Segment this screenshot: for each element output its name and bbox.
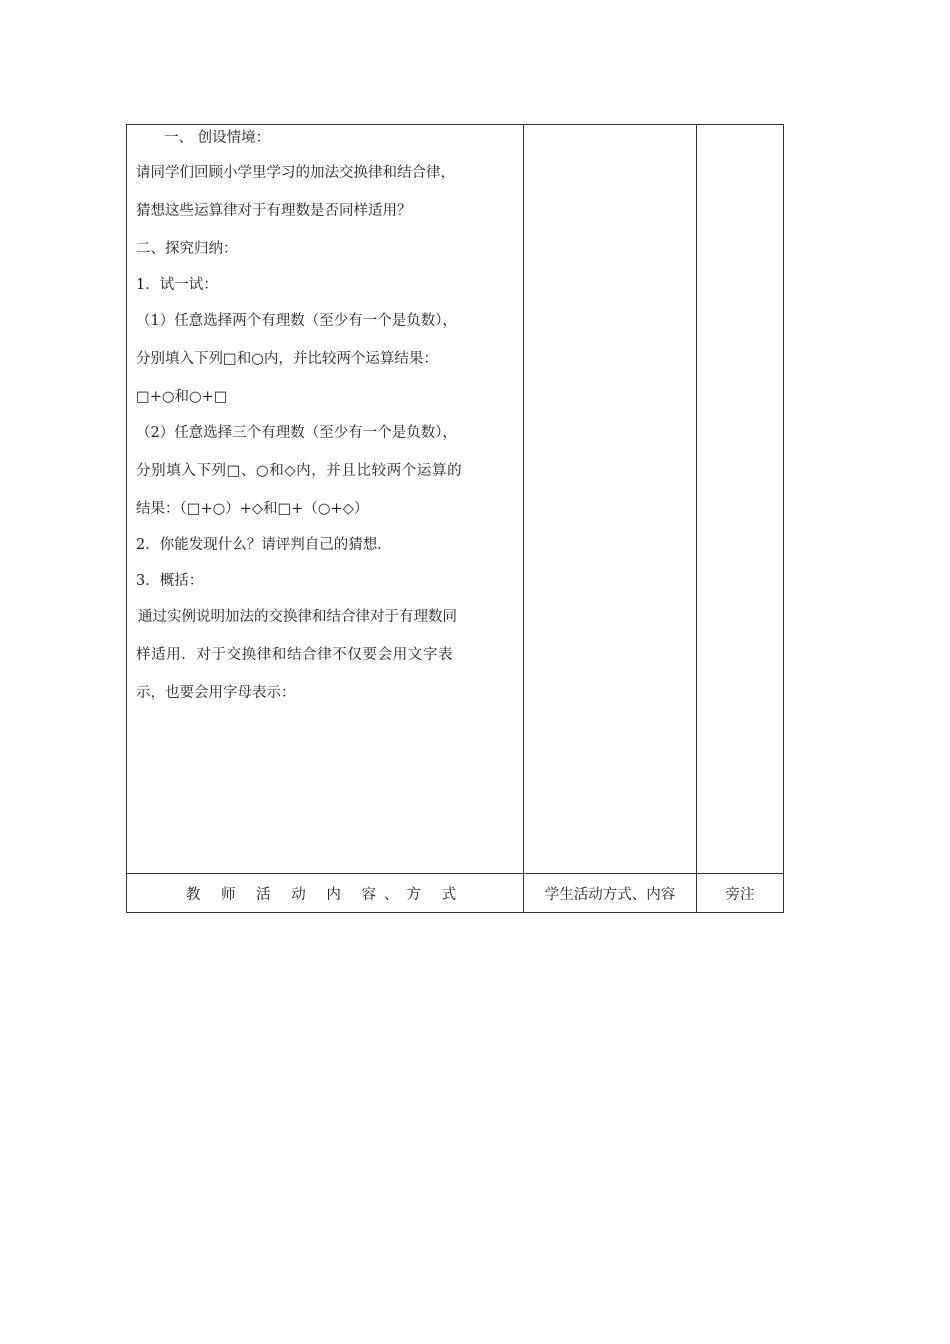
- formula-line: □+○和○+□: [136, 389, 228, 405]
- teacher-activity-cell: [127, 125, 524, 874]
- paragraph-line: 样适用．对于交换律和结合律不仅要会用文字表: [136, 647, 454, 663]
- paragraph-line: （1）任意选择两个有理数（至少有一个是负数），: [136, 313, 457, 329]
- footer-teacher-label: [127, 874, 524, 913]
- paragraph-line: 分别填入下列□、○和◇内，并且比较两个运算的: [136, 463, 463, 479]
- student-activity-cell: [524, 125, 697, 874]
- footer-row: [127, 874, 784, 913]
- footer-note-label: 旁注: [697, 874, 784, 913]
- step-title-2: 2．你能发现什么？请评判自己的猜想．: [136, 537, 392, 553]
- formula-line: 结果：（□+○）+◇和□+（○+◇）: [136, 501, 369, 517]
- footer-student-label: 学生活动方式、内容: [524, 874, 697, 913]
- side-note-cell: [697, 125, 784, 874]
- paragraph-line: 猜想这些运算律对于有理数是否同样适用？: [136, 203, 412, 219]
- section-title-2: 二、探究归纳：: [136, 241, 238, 257]
- paragraph-line: 请同学们回顾小学里学习的加法交换律和结合律，: [136, 165, 455, 181]
- section-title-1: 一、 创设情境：: [164, 130, 271, 146]
- step-title-1: 1．试一试：: [136, 277, 218, 293]
- step-title-3: 3．概括：: [136, 573, 204, 589]
- lesson-plan-table: [126, 124, 784, 913]
- paragraph-line: 示，也要会用字母表示：: [136, 685, 296, 701]
- paragraph-line: 通过实例说明加法的交换律和结合律对于有理数同: [138, 609, 457, 625]
- paragraph-line: 分别填入下列□和○内，并比较两个运算结果：: [136, 351, 438, 367]
- content-row: [127, 125, 784, 874]
- footer-teacher-text: 教 师 活 动 内 容、方 式: [185, 886, 465, 903]
- paragraph-line: （2）任意选择三个有理数（至少有一个是负数），: [136, 425, 457, 441]
